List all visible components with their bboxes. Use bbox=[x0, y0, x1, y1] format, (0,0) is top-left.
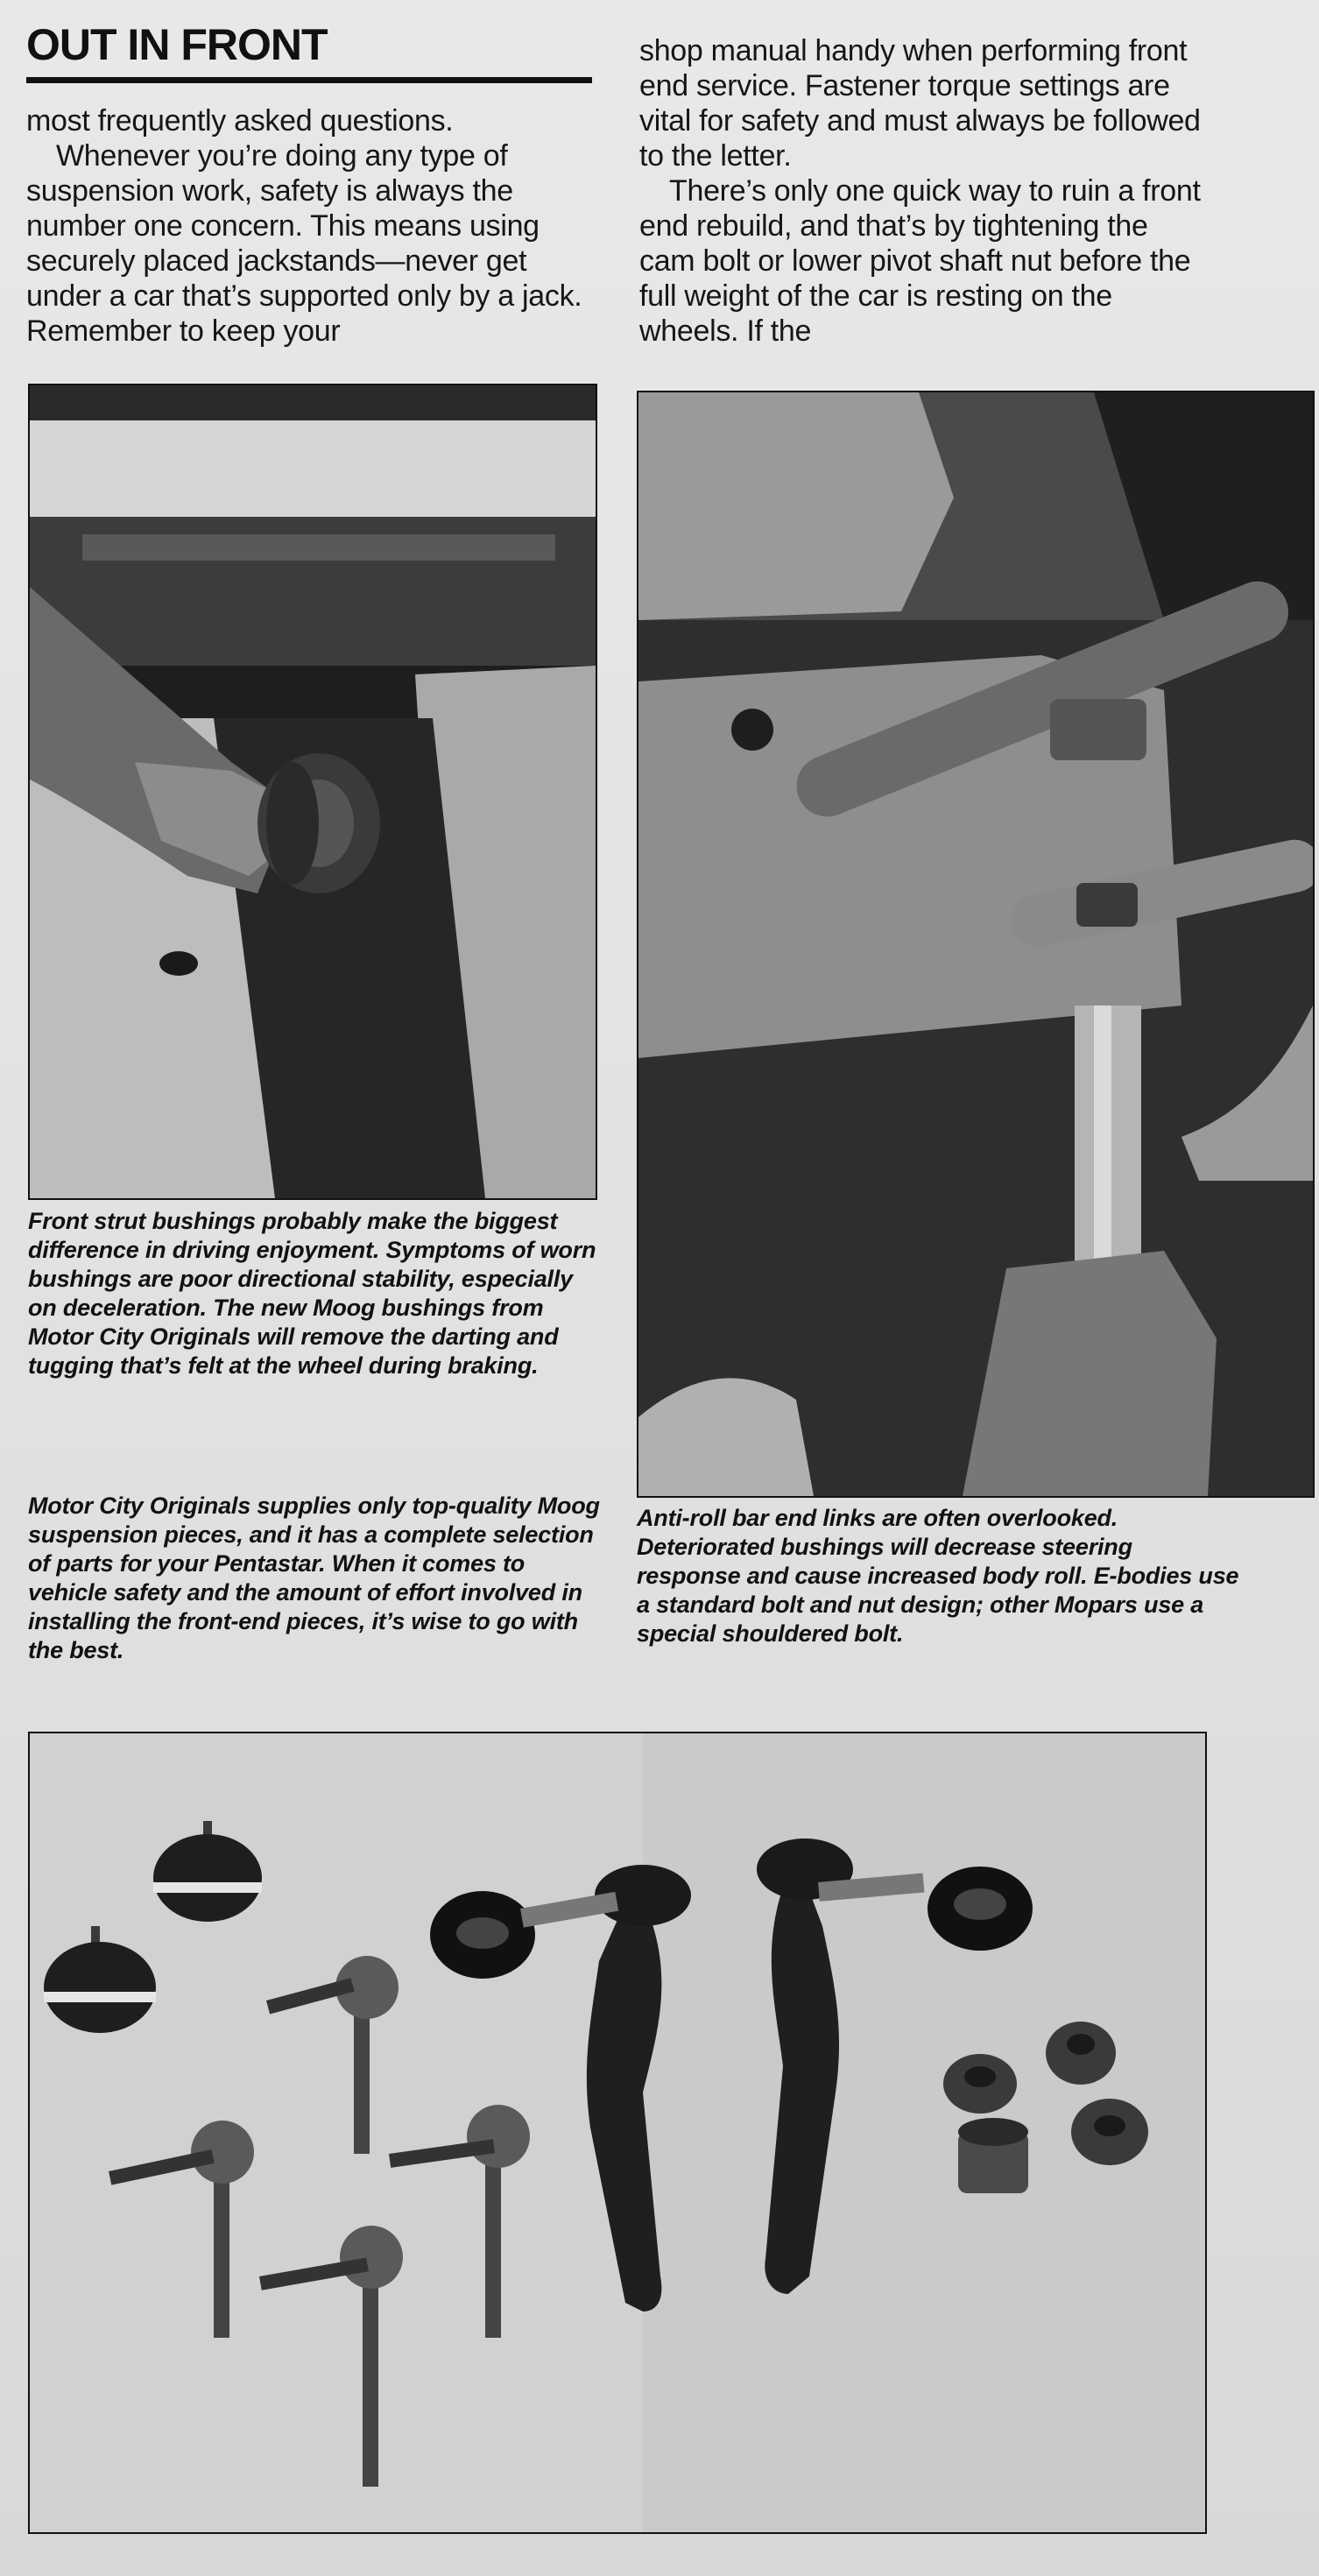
bushing-icon bbox=[943, 2054, 1017, 2114]
paragraph: most frequently asked questions. bbox=[26, 104, 454, 138]
end-link-photo bbox=[637, 391, 1315, 1498]
moog-parts-photo bbox=[28, 1732, 1207, 2534]
paragraph: shop manual handy when performing front end service. Fastener torque settings are vital for safety and must always be followed to the letter. bbox=[639, 34, 1201, 173]
paragraph: There’s only one quick way to ruin a front end rebuild, and that’s by tightening the cam bolt or lower pivot shaft nut before the full weight of the car is resting on the wheels. If the bbox=[639, 174, 1201, 348]
body-column-left bbox=[26, 103, 604, 349]
caption-strut-bushings: Front strut bushings probably make the biggest difference in driving enjoyment. Symptoms of worn bushings are poor directional stability, especially on deceleration. The new Moog bushings from Motor City Originals will remove the darting and tugging that’s felt at the wheel during braking. bbox=[28, 1208, 596, 1379]
title-rule bbox=[26, 77, 592, 83]
parts-illustration bbox=[30, 1733, 1205, 2532]
end-link-illustration bbox=[638, 392, 1313, 1496]
caption-moog-parts: Motor City Originals supplies only top-quality Moog suspension pieces, and it has a complete selection of parts for your Pentastar. When it comes to vehicle safety and the amount of effort involved in installing the front-end pieces, it’s wise to go with the best. bbox=[28, 1493, 600, 1663]
bushing-icon bbox=[1046, 2022, 1116, 2085]
strut-bushing-illustration bbox=[30, 385, 596, 1198]
bushing-icon bbox=[958, 2118, 1028, 2193]
body-column-right bbox=[639, 33, 1209, 349]
caption-end-links: Anti-roll bar end links are often overlooked. Deteriorated bushings will decrease steering response and cause increased body roll. E-bodies use a standard bolt and nut design; other Mopars use a special shouldered bolt. bbox=[637, 1505, 1239, 1647]
section-title: OUT IN FRONT bbox=[26, 20, 328, 69]
strut-bushing-photo bbox=[28, 384, 597, 1200]
bushing-icon bbox=[1071, 2099, 1148, 2165]
paragraph: Whenever you’re doing any type of suspension work, safety is always the number one concern. This means using securely placed jackstands—never get under a car that’s supported only by a jack. Remember to keep your bbox=[26, 139, 582, 348]
